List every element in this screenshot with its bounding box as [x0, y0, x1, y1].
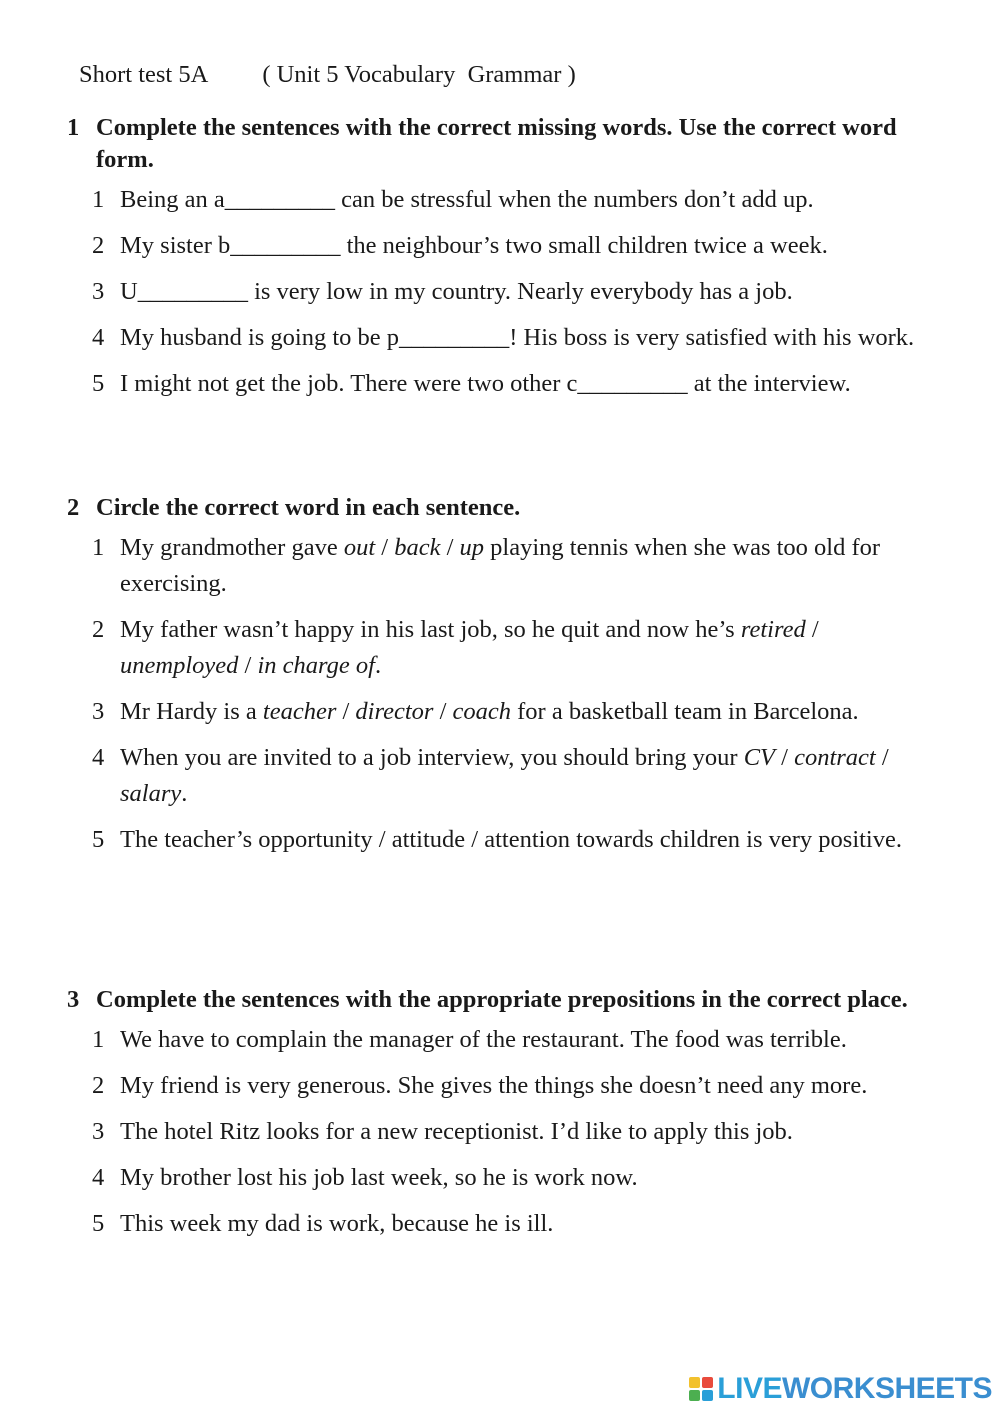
option-coach[interactable]: coach — [452, 698, 512, 725]
section-2 — [0, 492, 1000, 868]
question-number: 1 — [92, 1026, 105, 1053]
question-text: We have to complain the manager of the restaurant. The food was terrible. — [120, 1026, 847, 1053]
instruction-text: Complete the sentences with the appropriate prepositions in the correct place. — [96, 986, 908, 1013]
question-text: U_________ is very low in my country. Nearly everybody has a job. — [120, 278, 793, 305]
question-number: 5 — [92, 1210, 105, 1237]
question-item — [0, 182, 930, 218]
question-text: Being an a_________ can be stressful when the numbers don’t add up. — [120, 186, 814, 213]
option-separator: / — [375, 534, 395, 561]
question-text: playing tennis when she was too old for exercising. — [120, 534, 881, 597]
question-text: I might not get the job. There were two other c_________ at the interview. — [120, 370, 851, 397]
option-unemployed[interactable]: unemployed — [120, 652, 239, 679]
question-text: My grandmother gave — [120, 534, 344, 561]
section-instruction — [0, 984, 926, 1016]
question-item — [0, 740, 930, 812]
question-text: My father wasn’t happy in his last job, so he quit and now he’s — [120, 616, 741, 643]
option-separator: / — [440, 534, 460, 561]
section-1 — [0, 112, 1000, 412]
option-salary[interactable]: salary — [120, 780, 182, 807]
option-retired[interactable]: retired — [740, 616, 806, 643]
question-text: My sister b_________ the neighbour’s two small children twice a week. — [120, 232, 828, 259]
question-item — [0, 1160, 930, 1196]
section-instruction — [0, 112, 926, 176]
brand-name — [717, 1372, 992, 1406]
question-text: for a basketball team in Barcelona. — [511, 698, 859, 725]
question-number: 4 — [92, 324, 105, 351]
question-text: This week my dad is work, because he is ill. — [120, 1210, 554, 1237]
question-item — [0, 228, 930, 264]
question-text: My brother lost his job last week, so he is work now. — [120, 1164, 638, 1191]
logo-squares-icon — [689, 1377, 713, 1401]
section-number: 1 — [67, 114, 80, 141]
question-number: 3 — [92, 698, 105, 725]
option-separator: / — [805, 616, 819, 643]
option-separator: / — [433, 698, 453, 725]
question-number: 5 — [92, 826, 105, 853]
option-separator: / — [875, 744, 889, 771]
question-text: The hotel Ritz looks for a new receptionist. I’d like to apply this job. — [120, 1118, 793, 1145]
question-item — [0, 1068, 930, 1104]
logo-square — [702, 1377, 713, 1388]
question-number: 5 — [92, 370, 105, 397]
section-3 — [0, 984, 1000, 1252]
question-number: 3 — [92, 1118, 105, 1145]
question-item — [0, 694, 930, 730]
section-number: 2 — [67, 494, 80, 521]
question-text: The teacher’s opportunity / attitude / attention towards children is very positive. — [120, 826, 902, 853]
option-separator: / — [336, 698, 356, 725]
option-separator: / — [238, 652, 258, 679]
question-item — [0, 366, 930, 402]
section-number: 3 — [67, 986, 80, 1013]
brand-worksheets: WORKSHEETS — [781, 1372, 992, 1405]
question-item — [0, 274, 930, 310]
question-item — [0, 822, 930, 858]
logo-square — [689, 1377, 700, 1388]
logo-square — [702, 1390, 713, 1401]
question-text: My husband is going to be p_________! His boss is very satisfied with his work. — [120, 324, 915, 351]
question-item — [0, 320, 930, 356]
test-title — [79, 58, 576, 92]
section-instruction — [0, 492, 926, 524]
question-item — [0, 612, 930, 684]
question-text: . — [374, 652, 382, 679]
question-number: 2 — [92, 232, 105, 259]
liveworksheets-logo[interactable] — [689, 1373, 992, 1405]
question-number: 4 — [92, 1164, 105, 1191]
question-number: 4 — [92, 744, 105, 771]
option-separator: / — [775, 744, 795, 771]
option-up[interactable]: up — [459, 534, 485, 561]
instruction-text: Complete the sentences with the correct missing words. Use the correct word form. — [96, 114, 897, 173]
brand-live: LIVE — [717, 1372, 782, 1405]
question-text: My friend is very generous. She gives the things she doesn’t need any more. — [120, 1072, 868, 1099]
question-item — [0, 1114, 930, 1150]
question-item — [0, 1206, 930, 1242]
option-teacher[interactable]: teacher — [262, 698, 337, 725]
option-in-charge-of[interactable]: in charge of — [257, 652, 375, 679]
question-item — [0, 1022, 930, 1058]
option-director[interactable]: director — [355, 698, 434, 725]
option-contract[interactable]: contract — [794, 744, 876, 771]
question-text: When you are invited to a job interview, you should bring your — [120, 744, 744, 771]
subtitle-text: ( Unit 5 Vocabulary Grammar ) — [262, 61, 576, 88]
question-number: 1 — [92, 186, 105, 213]
title-text: Short test 5A — [79, 61, 209, 88]
instruction-text: Circle the correct word in each sentence. — [96, 494, 521, 521]
question-text: Mr Hardy is a — [120, 698, 263, 725]
option-out[interactable]: out — [343, 534, 376, 561]
logo-square — [689, 1390, 700, 1401]
option-cv[interactable]: CV — [743, 744, 776, 771]
question-number: 1 — [92, 534, 105, 561]
question-number: 3 — [92, 278, 105, 305]
question-number: 2 — [92, 1072, 105, 1099]
question-text: . — [181, 780, 188, 807]
question-item — [0, 530, 930, 602]
option-back[interactable]: back — [394, 534, 441, 561]
question-number: 2 — [92, 616, 105, 643]
